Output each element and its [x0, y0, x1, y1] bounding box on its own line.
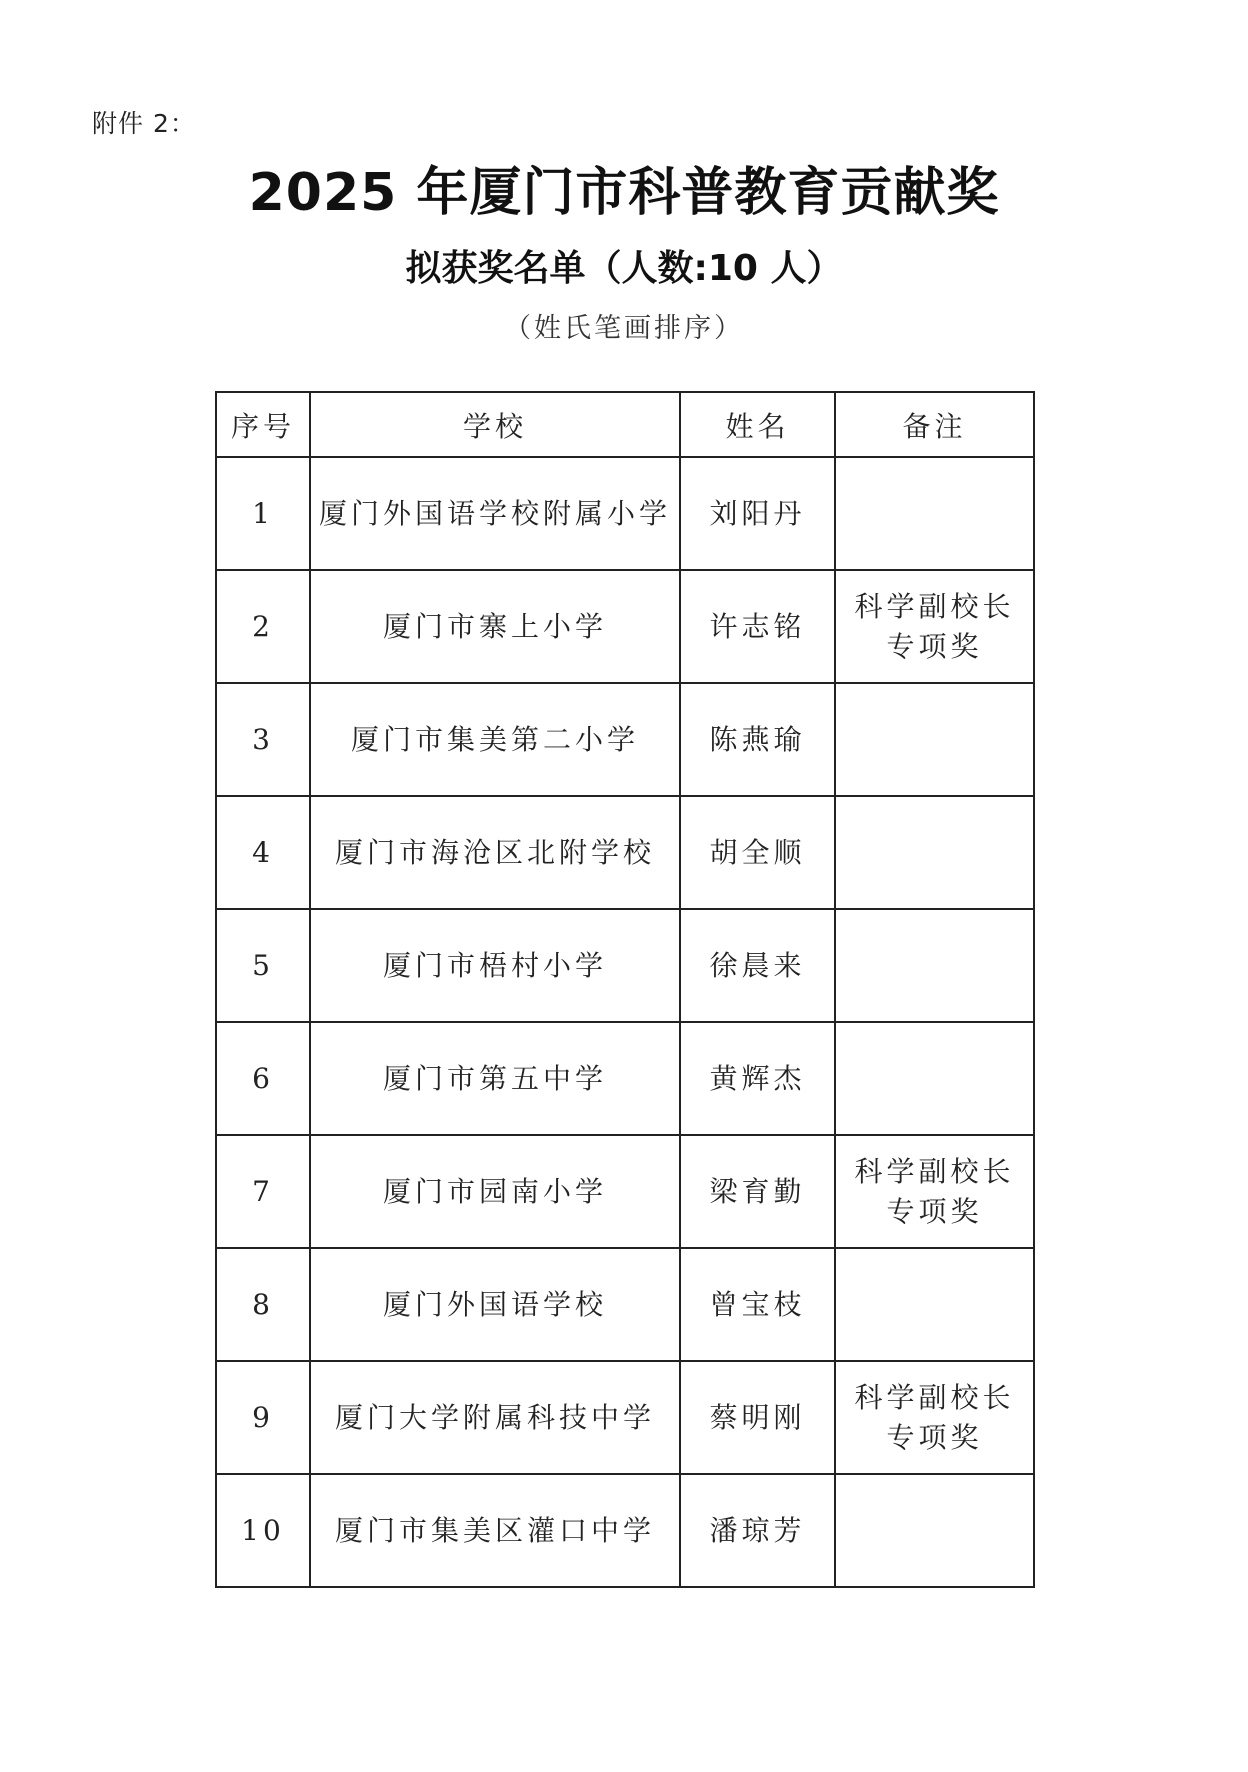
row-remark	[835, 1474, 1034, 1587]
row-remark	[835, 1248, 1034, 1361]
table-row	[216, 570, 1034, 683]
row-school: 厦门市第五中学	[310, 1022, 680, 1135]
row-school: 厦门市集美区灌口中学	[310, 1474, 680, 1587]
row-name: 陈燕瑜	[680, 683, 835, 796]
row-remark	[835, 683, 1034, 796]
row-name: 潘琼芳	[680, 1474, 835, 1587]
row-number: 3	[216, 683, 310, 796]
remark-line-2: 专项奖	[886, 629, 983, 663]
remark-line-2: 专项奖	[886, 1420, 983, 1454]
row-name: 刘阳丹	[680, 457, 835, 570]
row-number: 4	[216, 796, 310, 909]
remark-line-2: 专项奖	[886, 1194, 983, 1228]
award-list-table	[215, 391, 1035, 1588]
sort-note: （姓氏笔画排序）	[504, 313, 744, 344]
page-title: 2025 年厦门市科普教育贡献奖	[248, 163, 1000, 223]
table-row	[216, 683, 1034, 796]
row-remark	[835, 796, 1034, 909]
row-name: 许志铭	[680, 570, 835, 683]
row-remark	[835, 570, 1034, 683]
row-remark	[835, 1022, 1034, 1135]
row-name: 黄辉杰	[680, 1022, 835, 1135]
header-number: 序号	[216, 392, 310, 457]
page-subtitle: 拟获奖名单（人数:10 人）	[405, 248, 843, 289]
row-number: 5	[216, 909, 310, 1022]
row-name: 徐晨来	[680, 909, 835, 1022]
row-name: 梁育勤	[680, 1135, 835, 1248]
table-header-row	[216, 392, 1034, 457]
remark-line-1: 科学副校长	[854, 1154, 1015, 1188]
table-row	[216, 1361, 1034, 1474]
table-row	[216, 1248, 1034, 1361]
row-name: 蔡明刚	[680, 1361, 835, 1474]
remark-line-1: 科学副校长	[854, 1380, 1015, 1414]
table-row	[216, 1474, 1034, 1587]
attachment-label: 附件 2：	[92, 109, 196, 138]
row-remark	[835, 1135, 1034, 1248]
row-remark	[835, 909, 1034, 1022]
row-school: 厦门市海沧区北附学校	[310, 796, 680, 909]
table-row	[216, 1135, 1034, 1248]
table-row	[216, 457, 1034, 570]
table-row	[216, 909, 1034, 1022]
row-remark	[835, 1361, 1034, 1474]
row-number: 2	[216, 570, 310, 683]
row-number: 10	[216, 1474, 310, 1587]
row-remark	[835, 457, 1034, 570]
row-school: 厦门市梧村小学	[310, 909, 680, 1022]
row-name: 胡全顺	[680, 796, 835, 909]
header-remark: 备注	[835, 392, 1034, 457]
table-row	[216, 796, 1034, 909]
table-row	[216, 1022, 1034, 1135]
remark-line-1: 科学副校长	[854, 589, 1015, 623]
row-school: 厦门市寨上小学	[310, 570, 680, 683]
row-number: 6	[216, 1022, 310, 1135]
row-school: 厦门外国语学校	[310, 1248, 680, 1361]
header-name: 姓名	[680, 392, 835, 457]
row-school: 厦门市园南小学	[310, 1135, 680, 1248]
row-number: 8	[216, 1248, 310, 1361]
row-school: 厦门外国语学校附属小学	[310, 457, 680, 570]
row-number: 7	[216, 1135, 310, 1248]
row-school: 厦门大学附属科技中学	[310, 1361, 680, 1474]
row-name: 曾宝枝	[680, 1248, 835, 1361]
row-number: 1	[216, 457, 310, 570]
header-school: 学校	[310, 392, 680, 457]
row-number: 9	[216, 1361, 310, 1474]
row-school: 厦门市集美第二小学	[310, 683, 680, 796]
